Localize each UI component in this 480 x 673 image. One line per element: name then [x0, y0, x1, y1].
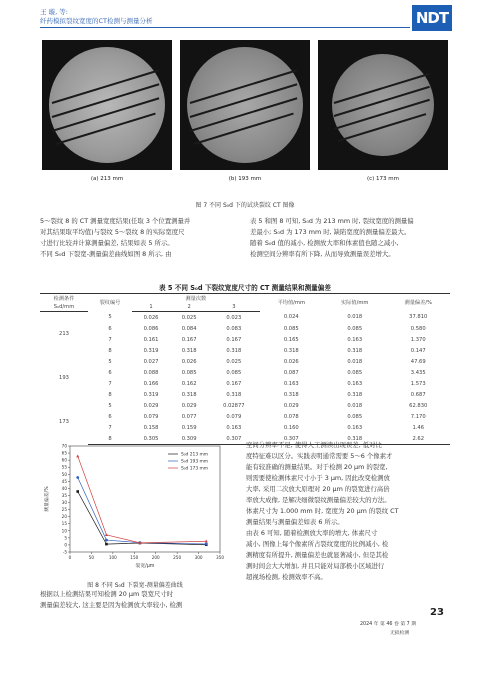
table-cell: 0.085 — [347, 369, 363, 376]
right-column-paragraph — [250, 216, 450, 260]
table-row — [40, 312, 450, 324]
table-cell: 0.02877 — [223, 402, 245, 409]
x-tick-label: 250 — [173, 555, 182, 560]
panel-label-a: (a) 213 mm — [90, 176, 124, 182]
table-cell: 0.319 — [143, 391, 159, 398]
table5 — [40, 293, 450, 445]
table-cell: 0.025 — [181, 314, 197, 321]
table-cell: 7.170 — [410, 413, 426, 420]
table-cell: 0.079 — [143, 413, 159, 420]
text-line: 度特征难以区分。实践表明通常需要 5～6 个像素才 — [246, 452, 393, 460]
y-tick-label: 0 — [64, 542, 67, 548]
table-cell: 0.158 — [143, 424, 159, 431]
data-point — [205, 543, 208, 546]
text-line: 对其结果取平均值)与裂纹 5～裂纹 8 的实际宽度尺 — [40, 228, 185, 236]
x-axis-label: 裂宽/μm — [135, 564, 155, 569]
legend-label: S₀d 173 mm — [181, 466, 209, 472]
table-cell: 0.318 — [323, 433, 386, 445]
table-cell: 0.147 — [410, 347, 426, 354]
legend-label: S₀d 213 mm — [181, 452, 209, 458]
table-cell: 0.018 — [347, 314, 363, 321]
table-cell: 5 — [108, 314, 112, 321]
table-cell: 0.088 — [143, 369, 159, 376]
text-line: 由表 6 可知, 随着检测放大率的增大, 体素尺寸 — [246, 529, 378, 537]
text-line: 则需要使检测体素尺寸小于 3 μm, 因此改变检测放 — [246, 474, 390, 482]
table-cell: 0.165 — [283, 336, 299, 343]
table-cell: 0.161 — [143, 336, 159, 343]
table-cell: 62.830 — [409, 402, 428, 409]
col-header-condition-unit: S₀d/mm — [40, 303, 88, 312]
table-cell: 37.810 — [409, 314, 428, 321]
text-line: 减小, 图像上每个像素所占裂纹宽度的比例减小, 检 — [246, 540, 389, 548]
legend-label: S₀d 193 mm — [181, 459, 209, 465]
col-header-condition: 检测条件 — [40, 294, 88, 304]
table-cell: 0.307 — [260, 433, 323, 445]
data-point — [105, 533, 108, 536]
table-row — [40, 400, 450, 411]
series-line — [78, 491, 207, 544]
data-point — [105, 543, 108, 546]
table-cell: 0.163 — [283, 380, 299, 387]
table-cell: 0.029 — [283, 402, 299, 409]
table-cell: 6 — [108, 369, 112, 376]
table-cell: 0.159 — [181, 424, 197, 431]
table-cell: 0.318 — [283, 347, 299, 354]
right-bottom-paragraph — [246, 440, 450, 583]
ct-image-b — [180, 40, 310, 182]
table-cell: 7 — [108, 336, 112, 343]
table-cell: 0.162 — [181, 380, 197, 387]
table-cell: 6 — [108, 325, 112, 332]
table-cell: 0.026 — [283, 358, 299, 365]
x-tick-label: 50 — [88, 555, 95, 560]
ct-image-a — [42, 40, 172, 182]
table-cell: 0.079 — [226, 413, 242, 420]
col-header-m3: 3 — [208, 303, 259, 312]
cell-s0d: 193 — [59, 375, 69, 381]
table-cell: 3.435 — [410, 369, 426, 376]
col-header-m1: 1 — [132, 303, 170, 312]
table-cell: 0.167 — [226, 380, 242, 387]
table-cell: 0.018 — [347, 358, 363, 365]
col-header-actual: 实际值/mm — [323, 294, 386, 312]
table-cell: 0.160 — [283, 424, 299, 431]
data-point — [76, 490, 79, 493]
x-tick-label: 150 — [130, 555, 139, 560]
left-column-paragraph — [40, 216, 240, 260]
table-cell: 0.163 — [347, 336, 363, 343]
table-cell: 0.318 — [347, 347, 363, 354]
table-row — [40, 356, 450, 367]
table-cell: 0.087 — [283, 369, 299, 376]
table-cell: 0.085 — [181, 369, 197, 376]
x-tick-label: 350 — [216, 555, 224, 560]
figure7-images — [40, 40, 450, 180]
journal-name: 无损检测 — [390, 631, 410, 636]
y-tick-label: 30 — [61, 500, 67, 506]
series-line — [78, 478, 207, 544]
table-cell: 8 — [108, 347, 112, 354]
table-cell: 0.318 — [347, 391, 363, 398]
y-tick-label: 60 — [61, 457, 67, 463]
table-cell: 5 — [108, 358, 112, 365]
col-header-avg: 平均值/mm — [260, 294, 323, 312]
table-cell: 0.318 — [181, 347, 197, 354]
left-bottom-paragraph — [40, 589, 240, 611]
table-cell: 0.085 — [347, 413, 363, 420]
table-cell: 0.318 — [283, 391, 299, 398]
table-cell: 0.026 — [181, 358, 197, 365]
text-line: 率放大成像, 是解决细微裂纹测量偏差较大的方法。 — [246, 496, 391, 504]
text-line: 大率, 采用二次放大原理对 20 μm 的裂宽进行高倍 — [246, 485, 390, 493]
table-cell: 0.318 — [226, 391, 242, 398]
text-line: 5～裂纹 8 的 CT 测量宽度结果(任取 3 个位置测量并 — [40, 217, 191, 225]
table-cell: 0.077 — [181, 413, 197, 420]
table-row — [40, 422, 450, 433]
text-line: 空间分辨率不足, 使得人工测读出现误差, 低对比 — [246, 441, 382, 449]
table-cell: 0.163 — [226, 424, 242, 431]
text-line: 随着 S₀d 值的减小, 检测放大率和体素值也随之减小, — [250, 239, 399, 247]
journal-logo: NDT — [412, 5, 452, 31]
table-cell: 0.029 — [143, 402, 159, 409]
table-cell: 0.025 — [226, 358, 242, 365]
text-line: 测时间会大大增加, 并且只能对局部极小区域进行 — [246, 562, 385, 570]
y-tick-label: -5 — [62, 549, 67, 555]
header-rule — [40, 27, 410, 28]
table-cell: 7 — [108, 424, 112, 431]
figure8-caption: 图 8 不同 S₀d 下裂宽-测量偏差曲线 — [87, 582, 183, 589]
table-cell: 0.086 — [143, 325, 159, 332]
table-cell: 1.370 — [410, 336, 426, 343]
table-cell: 47.69 — [410, 358, 426, 365]
y-tick-label: 70 — [61, 443, 67, 449]
table-cell: 0.084 — [181, 325, 197, 332]
table-cell: 0.309 — [170, 433, 208, 445]
text-line: 不同 S₀d 下裂宽-测量偏差曲线如图 8 所示, 由 — [40, 250, 172, 258]
text-line: 测量偏差较大, 这主要是因为检测放大率较小, 检测 — [40, 601, 183, 609]
figure8-chart — [40, 440, 230, 580]
y-tick-label: 5 — [64, 535, 67, 541]
journal-issue: 2024 年 第 46 卷 第 7 期 — [360, 622, 417, 627]
table-cell: 0.024 — [283, 314, 299, 321]
text-line: 测量结果与测量偏差如表 6 所示。 — [246, 518, 344, 526]
table-cell: 0.580 — [410, 325, 426, 332]
table-cell: 0.023 — [226, 314, 242, 321]
table-cell: 8 — [108, 391, 112, 398]
table-cell: 7 — [108, 380, 112, 387]
text-line: 寸进行比较并计算测量偏差, 结果如表 5 所示。 — [40, 239, 174, 247]
table-row — [40, 345, 450, 356]
y-tick-label: 50 — [61, 471, 67, 477]
table-cell: 1.573 — [410, 380, 426, 387]
text-line: 能有较准确的测量结果。对于检测 20 μm 的裂宽, — [246, 463, 388, 471]
table-cell: 0.078 — [283, 413, 299, 420]
cell-s0d: 173 — [59, 419, 69, 426]
table-cell: 0.085 — [347, 325, 363, 332]
table-cell: 0.167 — [181, 336, 197, 343]
table-cell: 0.027 — [143, 358, 159, 365]
col-header-measure-times: 测量次数 — [132, 294, 260, 304]
table-cell: 0.163 — [347, 380, 363, 387]
y-tick-label: 55 — [61, 464, 67, 470]
figure7-caption: 图 7 不同 S₀d 下的试块裂纹 CT 图像 — [195, 202, 295, 209]
text-line: 测精度有所提升, 测量偏差也就显著减小, 但是其检 — [246, 551, 389, 559]
table-cell: 0.026 — [143, 314, 159, 321]
ct-image-c — [318, 40, 448, 182]
table-cell: 0.163 — [347, 424, 363, 431]
y-tick-label: 10 — [61, 528, 67, 534]
text-line: 体素尺寸为 1.000 mm 时, 宽度为 20 μm 的裂纹 CT — [246, 507, 399, 515]
page-number: 23 — [430, 607, 444, 618]
x-tick-label: 0 — [68, 555, 72, 560]
table-cell: 0.029 — [181, 402, 197, 409]
cell-s0d: 213 — [59, 331, 69, 337]
text-line: 检测空间分辨率有所下降, 从而导致测量误差增大。 — [250, 250, 395, 258]
y-axis-label: 测量偏差/% — [45, 486, 50, 512]
x-tick-label: 200 — [151, 555, 160, 560]
table-cell: 0.085 — [283, 325, 299, 332]
text-line: 表 5 和图 8 可知, S₀d 为 213 mm 时, 裂纹宽度的测量偏 — [250, 217, 414, 225]
x-tick-label: 300 — [194, 555, 203, 560]
data-point — [105, 539, 108, 542]
table-cell: 0.166 — [143, 380, 159, 387]
y-tick-label: 20 — [61, 514, 67, 520]
col-header-dev: 测量偏差/% — [386, 294, 450, 312]
panel-label-c: (c) 173 mm — [366, 176, 400, 182]
text-line: 超视场检测, 检测效率不高。 — [246, 573, 327, 581]
y-tick-label: 40 — [61, 485, 67, 491]
col-header-crack: 裂纹编号 — [88, 294, 132, 312]
table-row — [40, 367, 450, 378]
table-cell: 0.318 — [181, 391, 197, 398]
table-row — [40, 389, 450, 400]
text-line: 根据以上检测结果可知检测 20 μm 裂宽尺寸时 — [40, 590, 174, 598]
data-point — [76, 476, 79, 479]
table-cell: 8 — [88, 433, 132, 445]
table-cell: 6 — [108, 413, 112, 420]
table-cell: 0.167 — [226, 336, 242, 343]
table5-title: 表 5 不同 S₀d 下裂纹宽度尺寸的 CT 测量结果和测量偏差 — [159, 284, 331, 292]
running-header-title: 纤药模拟裂纹宽度的CT检测与测量分析 — [40, 17, 153, 25]
y-tick-label: 35 — [61, 492, 67, 498]
y-tick-label: 45 — [61, 478, 67, 484]
y-tick-label: 25 — [61, 507, 67, 513]
running-header-authors: 王 璇, 等: — [40, 8, 68, 16]
table-row — [40, 323, 450, 334]
table-cell: 0.083 — [226, 325, 242, 332]
table-cell: 0.018 — [347, 402, 363, 409]
table-row — [40, 411, 450, 422]
table-cell: 2.62 — [386, 433, 450, 445]
data-point — [76, 455, 79, 458]
table-row — [40, 334, 450, 345]
table-cell: 0.085 — [226, 369, 242, 376]
table-cell: 0.318 — [226, 347, 242, 354]
table-cell: 0.687 — [410, 391, 426, 398]
col-header-m2: 2 — [170, 303, 208, 312]
panel-label-b: (b) 193 mm — [228, 176, 262, 182]
table-row — [40, 378, 450, 389]
table-cell: 1.46 — [412, 424, 425, 431]
text-line: 差最小; S₀d 为 173 mm 时, 缺陷宽度的测量偏差最大。 — [250, 228, 411, 236]
x-tick-label: 100 — [108, 555, 117, 560]
y-tick-label: 15 — [61, 521, 67, 527]
y-tick-label: 65 — [61, 450, 67, 456]
table-cell: 0.319 — [143, 347, 159, 354]
table-cell: 0.307 — [208, 433, 259, 445]
table-cell: 0.305 — [132, 433, 170, 445]
table-cell: 5 — [108, 402, 112, 409]
